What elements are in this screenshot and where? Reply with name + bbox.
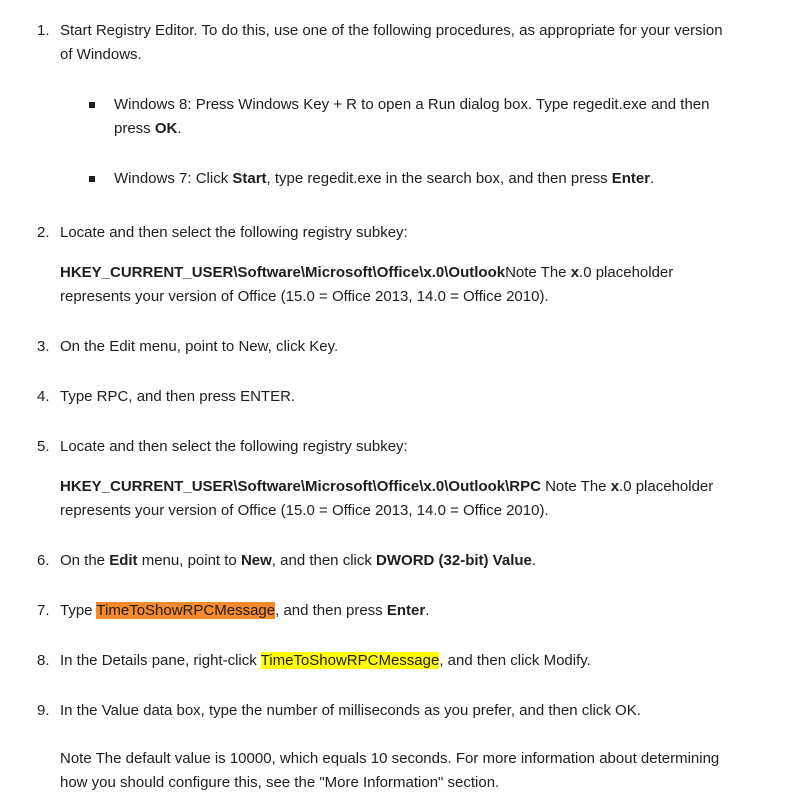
highlighted-value-name: TimeToShowRPCMessage — [260, 652, 440, 669]
step-number: 8. — [37, 652, 50, 669]
registry-key: HKEY_CURRENT_USER\Software\Microsoft\Office\x.0\Outlook — [60, 264, 506, 281]
step-number: 5. — [37, 438, 50, 455]
step-text: Locate and then select the following registry subkey: — [60, 224, 408, 241]
step-text: of Windows. — [60, 46, 142, 63]
bullet-text: Windows 7: Click Start, type regedit.exe in the search box, and then press Enter. — [114, 170, 655, 187]
step-text: On the Edit menu, point to New, and then click DWORD (32-bit) Value. — [60, 552, 537, 569]
step-text: represents your version of Office (15.0 = Office 2013, 14.0 = Office 2010). — [60, 288, 549, 305]
bullet-icon — [89, 102, 95, 108]
step-number: 4. — [37, 388, 50, 405]
step-text: Start Registry Editor. To do this, use one of the following procedures, as appropriate for your version — [60, 22, 723, 39]
bullet-icon — [89, 176, 95, 182]
bullet-text: press OK. — [114, 120, 182, 137]
step-number: 3. — [37, 338, 50, 355]
highlighted-value-name: TimeToShowRPCMessage — [96, 602, 276, 619]
step-text: In the Details pane, right-click TimeToShowRPCMessage, and then click Modify. — [60, 652, 591, 669]
step-number: 1. — [37, 22, 50, 39]
step-number: 7. — [37, 602, 50, 619]
step-text: represents your version of Office (15.0 = Office 2013, 14.0 = Office 2010). — [60, 502, 549, 519]
step-number: 6. — [37, 552, 50, 569]
step-number: 9. — [37, 702, 50, 719]
step-text: In the Value data box, type the number of milliseconds as you prefer, and then click OK. — [60, 702, 641, 719]
step-text: Locate and then select the following registry subkey: — [60, 438, 408, 455]
step-number: 2. — [37, 224, 50, 241]
step-text: Type RPC, and then press ENTER. — [60, 388, 296, 405]
registry-key-text: HKEY_CURRENT_USER\Software\Microsoft\Office\x.0\Outlook\RPC Note The x.0 placeholder — [60, 478, 714, 495]
note-text: Note The default value is 10000, which equals 10 seconds. For more information about determining — [60, 750, 720, 767]
registry-key-text: HKEY_CURRENT_USER\Software\Microsoft\Office\x.0\OutlookNote The x.0 placeholder — [60, 264, 674, 281]
registry-key: HKEY_CURRENT_USER\Software\Microsoft\Office\x.0\Outlook\RPC — [60, 478, 541, 495]
bullet-text: Windows 8: Press Windows Key + R to open a Run dialog box. Type regedit.exe and then — [114, 96, 710, 113]
step-text: Type TimeToShowRPCMessage, and then press Enter. — [60, 602, 430, 619]
note-text: how you should configure this, see the "More Information" section. — [60, 774, 500, 791]
step-text: On the Edit menu, point to New, click Key. — [60, 338, 339, 355]
